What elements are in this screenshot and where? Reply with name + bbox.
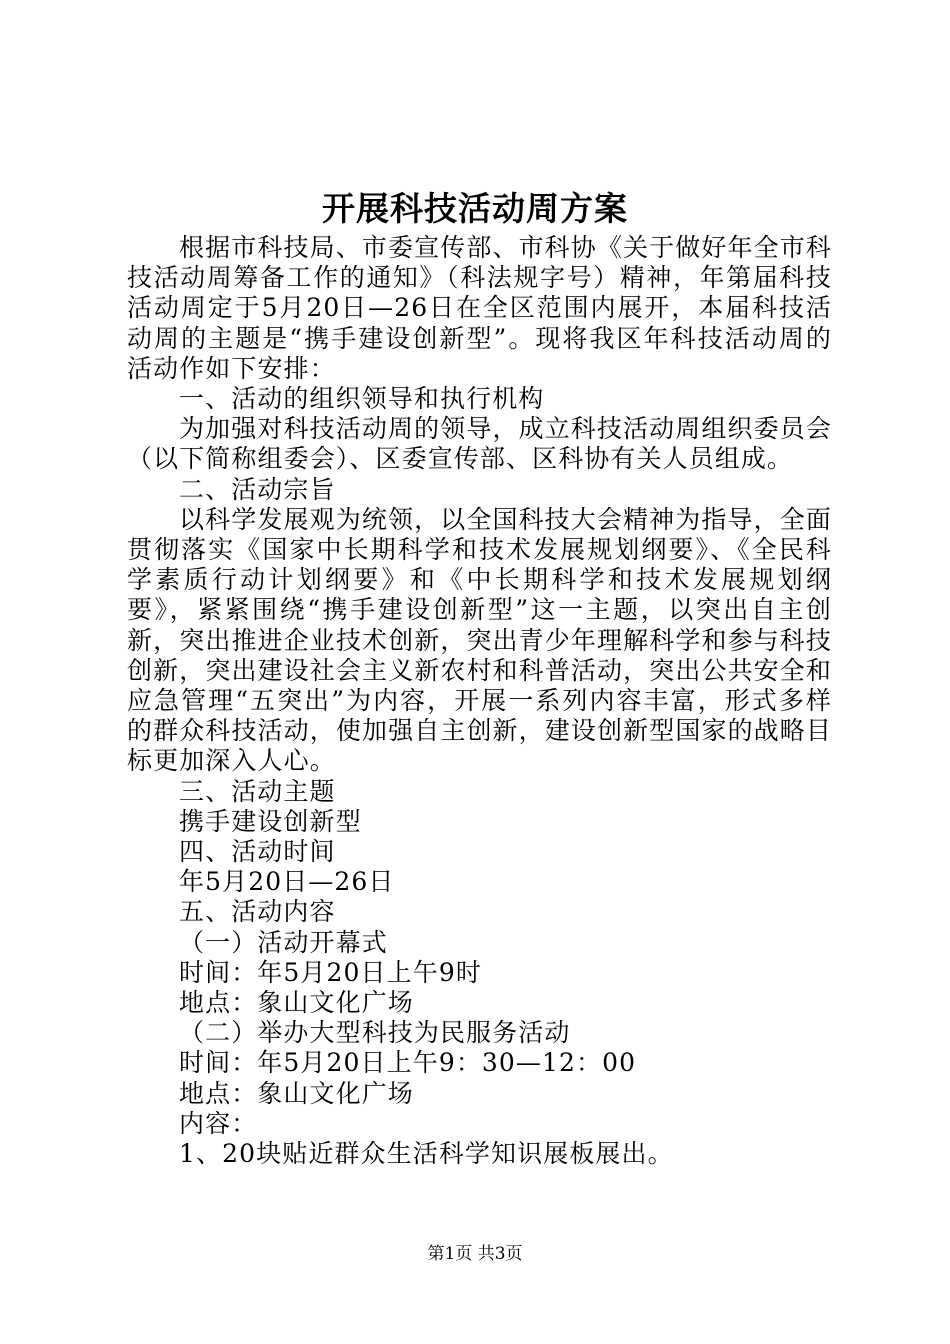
paragraph-content-label: 内容： (179, 1108, 258, 1138)
paragraph-service-time: 时间：年5月20日上午9：30—12：00 (179, 1048, 637, 1078)
section-heading-content: 五、活动内容 (179, 897, 336, 927)
document-title: 开展科技活动周方案 (322, 189, 628, 228)
document-body (127, 233, 832, 1169)
paragraph-service-location: 地点：象山文化广场 (179, 1078, 414, 1108)
page-footer: 第1页 共3页 (427, 1244, 523, 1264)
section-heading-organization: 一、活动的组织领导和执行机构 (179, 384, 545, 414)
paragraph-purpose: 以科学发展观为统领，以全国科技大会精神为指导，全面贯彻落实《国家中长期科学和技术发展规划纲要》、《全民科学素质行动计划纲要》和《中长期科学和技术发展规划纲要》，紧紧围绕“携手建设创新型”这一主题，以突出自主创新，突出推进企业技术创新，突出青少年理解科学和参与科技创新，突出建设社会主义新农村和科普活动，突出公共安全和应急管理“五突出”为内容，开展一系列内容丰富，形式多样的群众科技活动，使加强自主创新，建设创新型国家的战略目标更加深入人心。 (127, 504, 832, 776)
paragraph-intro: 根据市科技局、市委宣传部、市科协《关于做好年全市科技活动周筹备工作的通知》（科法规字号）精神，年第届科技活动周定于5月20日—26日在全区范围内展开，本届科技活动周的主题是“携手建设创新型”。现将我区年科技活动周的活动作如下安排： (127, 233, 832, 383)
paragraph-opening-time: 时间：年5月20日上午9时 (179, 957, 482, 987)
paragraph-time: 年5月20日—26日 (179, 867, 395, 897)
paragraph-opening-location: 地点：象山文化广场 (179, 988, 414, 1018)
paragraph-organization: 为加强对科技活动周的领导，成立科技活动周组织委员会（以下简称组委会）、区委宣传部、区科协有关人员组成。 (127, 414, 832, 474)
subheading-service-activity: （二）举办大型科技为民服务活动 (179, 1018, 571, 1048)
section-heading-theme: 三、活动主题 (179, 776, 336, 806)
paragraph-theme: 携手建设创新型 (179, 806, 362, 836)
subheading-opening-ceremony: （一）活动开幕式 (179, 927, 388, 957)
paragraph-content-item-1: 1、20块贴近群众生活科学知识展板展出。 (179, 1139, 674, 1169)
section-heading-time: 四、活动时间 (179, 837, 336, 867)
section-heading-purpose: 二、活动宗旨 (179, 474, 336, 504)
